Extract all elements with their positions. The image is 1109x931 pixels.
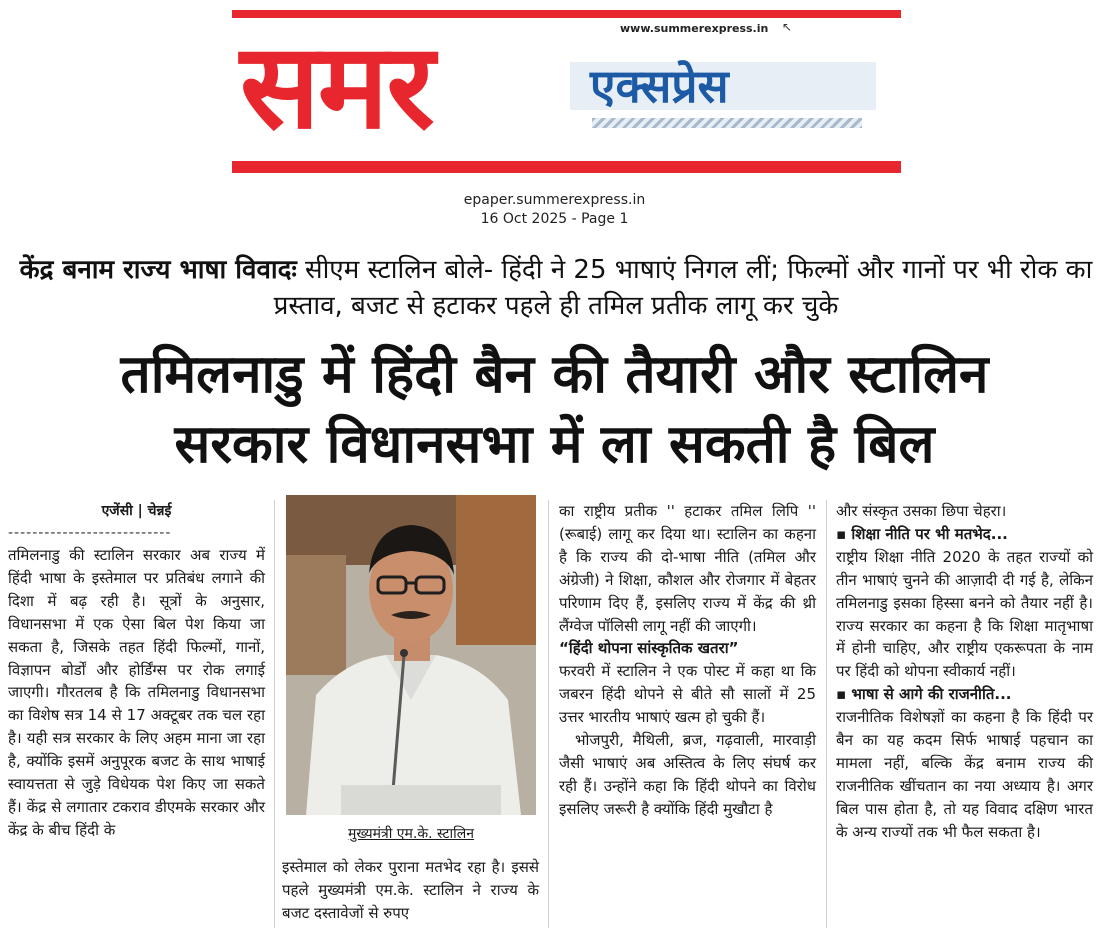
masthead-url[interactable]: www.summerexpress.in [620, 22, 769, 35]
epaper-url[interactable]: epaper.summerexpress.in [463, 192, 646, 208]
column-divider [548, 500, 549, 928]
column-divider [274, 500, 275, 928]
byline-agency: एजेंसी [101, 503, 133, 519]
masthead-stripe [592, 118, 862, 128]
cursor-arrow-icon: ↖ [782, 20, 793, 34]
stalin-photo-image [286, 495, 536, 815]
article-column-1 [8, 500, 265, 842]
column-4-para-1: और संस्कृत उसका छिपा चेहरा। [836, 502, 1007, 520]
column-4-para-3: राजनीतिक विशेषज्ञों का कहना है कि हिंदी पर बैन का यह कदम सिर्फ भाषाई पहचान का मामला नहीं, बल्कि केंद्र बनाम राज्य की राजनीतिक खींचतान का नया अध्याय है। अगर बिल पास होता है, तो यह विवाद दक्षिण भारत के अन्य राज्यों तक भी फैल सकता है। [836, 708, 1093, 841]
kicker [14, 252, 1098, 324]
byline-dashes: --------------------------- [8, 525, 172, 541]
column-4-subhead-2: ▪ भाषा से आगे की राजनीति... [836, 685, 1012, 704]
byline-city: चेन्नई [147, 503, 172, 519]
byline [8, 500, 265, 522]
epaper-date-page: 16 Oct 2025 - Page 1 [480, 211, 629, 227]
headline-line-1: तमिलनाडु में हिंदी बैन की तैयारी और स्टालिन [120, 344, 989, 405]
article-column-3 [559, 500, 816, 821]
column-4-subhead-1: ▪ शिक्षा नीति पर भी मतभेद... [836, 524, 1008, 543]
column-1-text: तमिलनाडु की स्टालिन सरकार अब राज्य में हिंदी भाषा के इस्तेमाल पर प्रतिबंध लगाने की दिशा में बढ़ रही है। सूत्रों के अनुसार, विधानसभा में एक ऐसा बिल पेश किया जा सकता है, जिसके तहत हिंदी फिल्मों, गानों, विज्ञापन बोर्डों और होर्डिंग्स पर रोक लगाई जाएगी। गौरतलब है कि तमिलनाडु विधानसभा का विशेष सत्र 14 से 17 अक्टूबर तक चल रहा है। यही सत्र सरकार के लिए अहम माना जा रहा है, क्योंकि इसमें अनुपूरक बजट के साथ भाषाई स्वायत्तता से जुड़े विधेयक पेश किए जा सकते हैं। केंद्र से लगातार टकराव डीएमके सरकार और केंद्र के बीच हिंदी के [8, 546, 265, 839]
column-divider [826, 500, 827, 928]
column-2-text: इस्तेमाल को लेकर पुराना मतभेद रहा है। इससे पहले मुख्यमंत्री एम.के. स्टालिन ने राज्य के बजट दस्तावेजों से रुपए [282, 858, 539, 922]
kicker-text: सीएम स्टालिन बोले- हिंदी ने 25 भाषाएं निगल लीं; फिल्मों और गानों पर भी रोक का प्रस्ताव, बजट से हटाकर पहले ही तमिल प्रतीक लागू कर चुके [273, 255, 1093, 321]
article-column-4 [836, 500, 1093, 844]
masthead [232, 10, 901, 173]
masthead-express-block [570, 54, 876, 126]
stalin-photo [286, 495, 536, 815]
kicker-label: केंद्र बनाम राज्य भाषा विवादः [19, 255, 297, 285]
article-column-2 [282, 856, 539, 925]
masthead-bottom-bar [232, 161, 901, 173]
masthead-name: समर [240, 17, 433, 155]
photo-caption: मुख्यमंत्री एम.के. स्टालिन [347, 826, 475, 842]
page-title [6, 340, 1103, 480]
column-4-para-2: राष्ट्रीय शिक्षा नीति 2020 के तहत राज्यों को तीन भाषाएं चुनने की आज़ादी दी गई है, लेकिन तमिलनाडु इसका हिस्सा बनने को तैयार नहीं है। राज्य सरकार का कहना है कि शिक्षा मातृभाषा में होनी चाहिए, और राष्ट्रीय एकरूपता के नाम पर हिंदी को थोपना स्वीकार्य नहीं। [836, 547, 1093, 681]
column-3-para-3: भोजपुरी, मैथिली, ब्रज, गढ़वाली, मारवाड़ी जैसी भाषाएं अब अस्तित्व के लिए संघर्ष कर रही हैं। उन्होंने कहा कि हिंदी थोपने का विरोध इसलिए जरूरी है क्योंकि हिंदी मुखौटा है [559, 731, 816, 818]
masthead-express: एक्सप्रेस [590, 59, 729, 113]
column-3-subhead: “हिंदी थोपना सांस्कृतिक खतरा” [559, 639, 739, 658]
headline-line-2: सरकार विधानसभा में ला सकती है बिल [174, 414, 935, 475]
column-3-para-1: का राष्ट्रीय प्रतीक '' हटाकर तमिल लिपि '' (रूबाई) लागू कर दिया था। स्टालिन का कहना है कि राज्य की दो-भाषा नीति (तमिल और अंग्रेजी) ने शिक्षा, कौशल और रोजगार में बेहतर परिणाम दिए हैं, इसलिए राज्य में केंद्र की थ्री लैंग्वेज पॉलिसी लागू नहीं की जाएगी। [559, 502, 816, 635]
byline-divider: | [137, 503, 148, 519]
column-3-para-2: फरवरी में स्टालिन ने एक पोस्ट में कहा था कि जबरन हिंदी थोपने से बीते सौ सालों में 25 उत्तर भारतीय भाषाएं खत्म हो चुकी हैं। [559, 662, 816, 727]
